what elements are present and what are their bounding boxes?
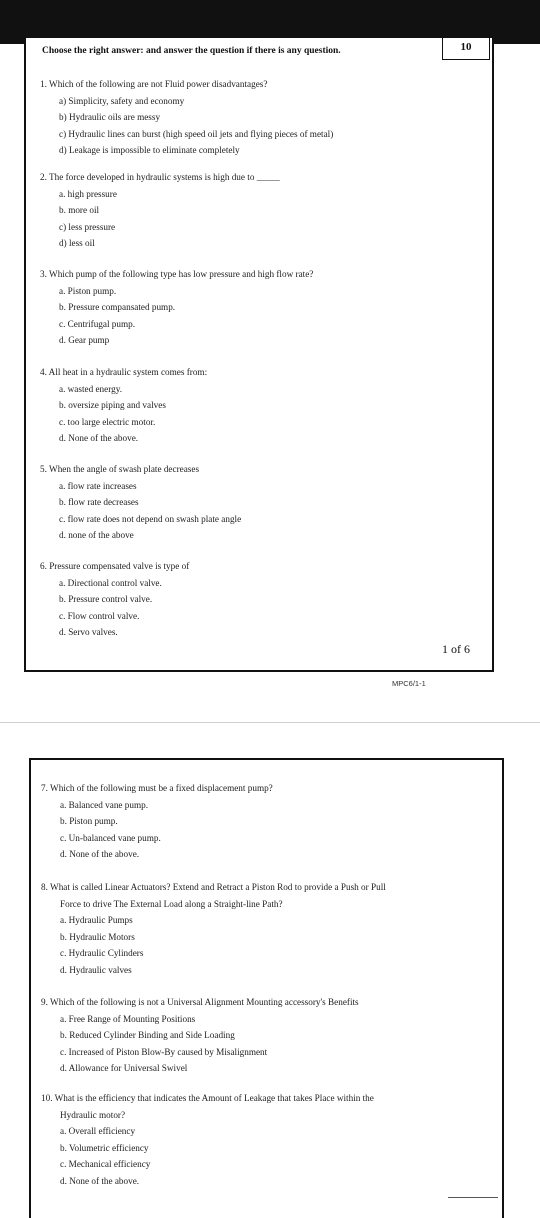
question-5	[40, 461, 241, 544]
option: c. flow rate does not depend on swash plate angle	[59, 513, 242, 524]
option: d. Servo valves.	[59, 627, 118, 637]
question-10	[41, 1090, 374, 1189]
score-box: 10	[442, 38, 490, 60]
page-edge-line	[448, 1197, 498, 1198]
question-2	[40, 169, 280, 252]
exam-page-2	[29, 758, 504, 1218]
option: c) less pressure	[59, 221, 116, 232]
option: b. flow rate decreases	[59, 497, 139, 507]
option: c. too large electric motor.	[59, 416, 156, 427]
option: d. None of the above.	[60, 1175, 140, 1186]
question-stem: 6. Pressure compensated valve is type of	[40, 561, 190, 571]
page-divider	[0, 722, 540, 723]
option: b. Volumetric efficiency	[60, 1142, 149, 1153]
option: d) less oil	[59, 238, 95, 248]
page-number: 1 of 6	[442, 642, 470, 656]
question-stem: 7. Which of the following must be a fixed displacement pump?	[41, 783, 273, 793]
question-stem-continued: Force to drive The External Load along a Straight-line Path?	[60, 898, 283, 909]
option: c. Mechanical efficiency	[60, 1159, 151, 1169]
question-stem: 10. What is the efficiency that indicates the Amount of Leakage that takes Place within the	[41, 1093, 374, 1103]
option: d) Leakage is impossible to eliminate completely	[59, 145, 240, 155]
option: b. Reduced Cylinder Binding and Side Loading	[60, 1030, 235, 1040]
option: a. Overall efficiency	[60, 1126, 136, 1136]
option: d. Gear pump	[59, 335, 110, 345]
option: a. Hydraulic Pumps	[60, 915, 133, 925]
option: b) Hydraulic oils are messy	[59, 112, 161, 122]
question-stem: 1. Which of the following are not Fluid power disadvantages?	[40, 79, 268, 89]
option: b. oversize piping and valves	[59, 400, 166, 410]
option: d. Hydraulic valves	[60, 964, 132, 975]
question-4	[40, 364, 207, 447]
instructions-header: Choose the right answer: and answer the question if there is any question.	[42, 46, 341, 56]
option: c. Centrifugal pump.	[59, 318, 136, 329]
option: a. Free Range of Mounting Positions	[60, 1013, 196, 1024]
option: b. Pressure compansated pump.	[59, 302, 176, 312]
option: a. Piston pump.	[59, 285, 117, 296]
question-8	[41, 879, 386, 978]
option: a) Simplicity, safety and economy	[59, 95, 185, 106]
option: d. none of the above	[59, 530, 134, 540]
option: b. more oil	[59, 205, 100, 215]
option: a. flow rate increases	[59, 480, 137, 491]
question-stem: 4. All heat in a hydraulic system comes from:	[40, 367, 208, 377]
option: d. None of the above.	[59, 433, 139, 443]
option: d. None of the above.	[60, 849, 140, 859]
question-6	[40, 558, 189, 641]
exam-page-1	[24, 38, 494, 672]
question-7	[41, 780, 273, 863]
option: b. Hydraulic Motors	[60, 931, 135, 942]
option: b. Piston pump.	[60, 816, 118, 826]
question-stem-continued: Hydraulic motor?	[60, 1109, 126, 1120]
question-stem: 3. Which pump of the following type has low pressure and high flow rate?	[40, 269, 314, 279]
question-stem: 9. Which of the following is not a Universal Alignment Mounting accessory's Benefits	[41, 997, 359, 1007]
question-3	[40, 266, 313, 349]
option: c) Hydraulic lines can burst (high speed oil jets and flying pieces of metal)	[59, 128, 334, 139]
option: c. Hydraulic Cylinders	[60, 948, 144, 958]
option: a. wasted energy.	[59, 383, 123, 394]
option: a. Balanced vane pump.	[60, 799, 149, 810]
question-stem: 5. When the angle of swash plate decreases	[40, 464, 200, 474]
question-9	[41, 994, 359, 1077]
option: c. Un-balanced vane pump.	[60, 832, 161, 843]
option: a. Directional control valve.	[59, 577, 162, 588]
question-1	[40, 76, 333, 159]
option: c. Flow control valve.	[59, 610, 140, 621]
option: d. Allowance for Universal Swivel	[60, 1063, 188, 1073]
question-stem: 2. The force developed in hydraulic systems is high due to _____	[40, 172, 280, 182]
question-stem: 8. What is called Linear Actuators? Extend and Retract a Piston Rod to provide a Push or Pull	[41, 882, 386, 892]
option: b. Pressure control valve.	[59, 594, 153, 604]
option: a. high pressure	[59, 188, 117, 199]
option: c. Increased of Piston Blow-By caused by Misalignment	[60, 1046, 268, 1057]
document-code: MPC6/1-1	[392, 679, 426, 688]
